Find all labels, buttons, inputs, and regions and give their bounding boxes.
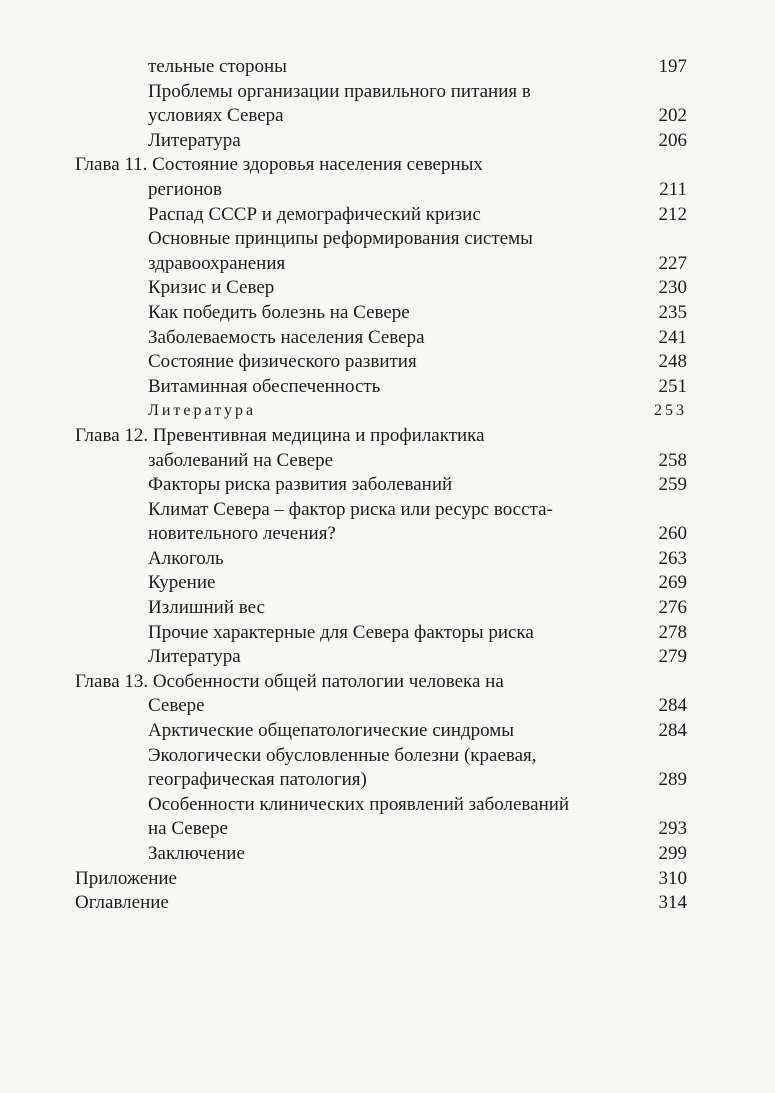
toc-page-number: 227 [658, 252, 687, 274]
toc-page-number: 310 [658, 867, 687, 889]
toc-entry-title: Литература [148, 402, 257, 420]
toc-page-number: 241 [658, 326, 687, 348]
toc-page-number: 284 [658, 720, 687, 742]
toc-entry-title: Оглавление [75, 892, 169, 914]
toc-entry-title: Кризис и Север [148, 277, 275, 299]
toc-entry-row [0, 719, 775, 744]
toc-page-number: 278 [658, 621, 687, 643]
toc-entry-row [0, 498, 775, 523]
toc-entry-row [0, 744, 775, 769]
toc-page-number: 276 [658, 597, 687, 619]
toc-entry-title: Глава 12. Превентивная медицина и профилактика [75, 424, 485, 446]
toc-entry-title: Климат Севера – фактор риска или ресурс восста- [148, 498, 553, 520]
toc-page-number: 253 [654, 402, 687, 420]
toc-entry-row [0, 129, 775, 154]
toc-page-number: 260 [658, 523, 687, 545]
toc-page-number: 269 [658, 572, 687, 594]
toc-entry-title: Витаминная обеспеченность [148, 375, 381, 397]
toc-page-number: 235 [658, 301, 687, 323]
toc-entry-row [0, 768, 775, 793]
toc-entry-title: Распад СССР и демографический кризис [148, 203, 481, 225]
toc-entry-title: Литература [148, 646, 241, 668]
toc-entry-row [0, 55, 775, 80]
toc-entry-title: Излишний вес [148, 597, 265, 619]
toc-entry-row [0, 203, 775, 228]
toc-page-number: 248 [658, 351, 687, 373]
toc-entry-title: на Севере [148, 818, 228, 840]
toc-chapter-row [0, 424, 775, 449]
toc-entry-row [0, 473, 775, 498]
toc-entry-row [0, 80, 775, 105]
toc-entry-title: здравоохранения [148, 252, 286, 274]
toc-entry-title: Курение [148, 572, 216, 594]
toc-page-number: 212 [658, 203, 687, 225]
toc-entry-title: новительного лечения? [148, 523, 336, 545]
toc-entry-title: Факторы риска развития заболеваний [148, 474, 453, 496]
toc-entry-title: Прочие характерные для Севера факторы риска [148, 621, 534, 643]
toc-entry-title: тельные стороны [148, 56, 287, 77]
toc-chapter-row [0, 891, 775, 916]
toc-page-number: 279 [658, 646, 687, 668]
toc-page-number: 251 [658, 375, 687, 397]
toc-entry-row [0, 694, 775, 719]
toc-page-number: 206 [658, 129, 687, 151]
toc-entry-row [0, 449, 775, 474]
toc-entry-title: Как победить болезнь на Севере [148, 301, 410, 323]
toc-page-number: 197 [658, 56, 687, 77]
toc-entry-row [0, 227, 775, 252]
toc-entry-row [0, 399, 775, 424]
toc-entry-title: Приложение [75, 867, 177, 889]
toc-page-number: 263 [658, 547, 687, 569]
toc-page-number: 299 [658, 843, 687, 864]
toc-entry-title: Проблемы организации правильного питания в [148, 80, 531, 102]
toc-chapter-row [0, 153, 775, 178]
toc-entry-title: географическая патология) [148, 769, 367, 791]
toc-entry-title: Заключение [148, 843, 245, 864]
toc-entry-title: Севере [148, 695, 205, 717]
toc-entry-row [0, 178, 775, 203]
toc-page-number: 293 [658, 818, 687, 840]
table-of-contents [0, 55, 775, 916]
toc-page-number: 314 [658, 892, 687, 914]
toc-entry-title: заболеваний на Севере [148, 449, 334, 471]
toc-entry-row [0, 817, 775, 842]
toc-entry-row [0, 104, 775, 129]
toc-entry-title: условиях Севера [148, 105, 284, 127]
toc-page-number: 289 [658, 769, 687, 791]
toc-entry-title: Основные принципы реформирования системы [148, 228, 533, 250]
toc-entry-row [0, 596, 775, 621]
toc-entry-row [0, 547, 775, 572]
toc-page-number: 259 [658, 474, 687, 496]
toc-entry-title: Глава 11. Состояние здоровья населения северных [75, 154, 483, 176]
toc-entry-row [0, 621, 775, 646]
toc-entry-row [0, 522, 775, 547]
toc-page-number: 284 [658, 695, 687, 717]
toc-page-number: 230 [658, 277, 687, 299]
toc-entry-title: Особенности клинических проявлений заболеваний [148, 793, 570, 815]
toc-entry-title: Экологически обусловленные болезни (краевая, [148, 744, 537, 766]
toc-entry-title: регионов [148, 178, 223, 200]
toc-chapter-row [0, 670, 775, 695]
toc-entry-title: Глава 13. Особенности общей патологии человека на [75, 670, 504, 692]
toc-entry-row [0, 301, 775, 326]
toc-entry-title: Литература [148, 129, 241, 151]
toc-entry-row [0, 571, 775, 596]
toc-entry-title: Алкоголь [148, 547, 224, 569]
toc-entry-title: Арктические общепатологические синдромы [148, 720, 515, 742]
toc-entry-title: Состояние физического развития [148, 351, 417, 373]
toc-entry-row [0, 276, 775, 301]
toc-entry-row [0, 350, 775, 375]
toc-entry-row [0, 842, 775, 867]
toc-entry-title: Заболеваемость населения Севера [148, 326, 425, 348]
toc-entry-row [0, 326, 775, 351]
toc-entry-row [0, 375, 775, 400]
toc-chapter-row [0, 867, 775, 892]
toc-entry-row [0, 793, 775, 818]
toc-page-number: 258 [658, 449, 687, 471]
toc-entry-row [0, 252, 775, 277]
toc-page-number: 211 [659, 178, 687, 200]
toc-page-number: 202 [658, 105, 687, 127]
toc-entry-row [0, 645, 775, 670]
